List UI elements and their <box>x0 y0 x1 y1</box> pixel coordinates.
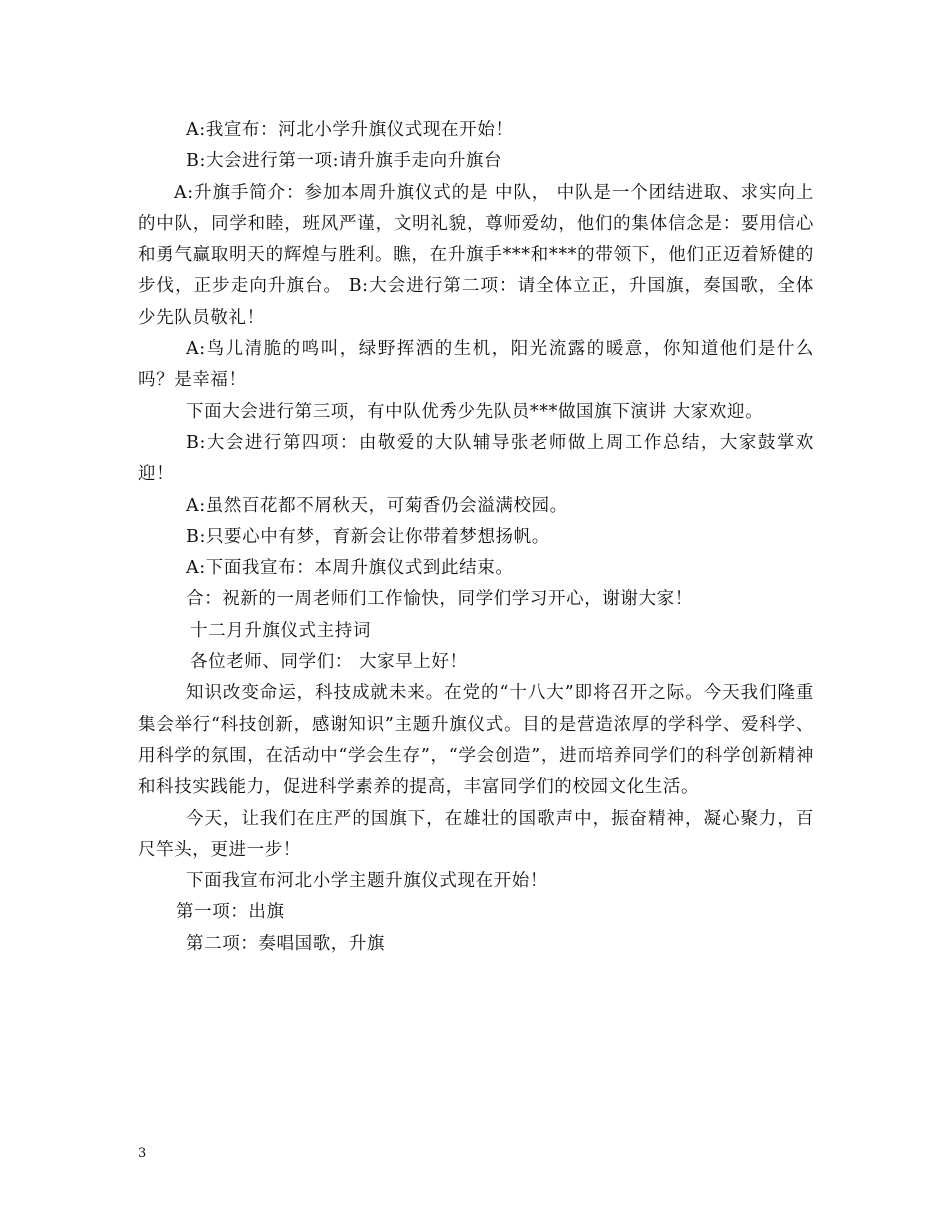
paragraph-step-one: 第一项：出旗 <box>176 902 285 923</box>
paragraph-happiness: A:鸟儿清脆的鸣叫，绿野挥洒的生机，阳光流露的暖意，你知道他们是什么吗？是幸福！ <box>138 339 814 391</box>
paragraph-announce-end: A:下面我宣布：本周升旗仪式到此结束。 <box>186 558 514 579</box>
paragraph-step-two: 第二项：奏唱国歌，升旗 <box>186 933 386 954</box>
paragraph-greeting: 各位老师、同学们： 大家早上好！ <box>190 652 468 673</box>
paragraph-item-one: B:大会进行第一项:请升旗手走向升旗台 <box>186 151 503 172</box>
section-heading: 十二月升旗仪式主持词 <box>190 620 371 641</box>
paragraph-announce-theme: 下面我宣布河北小学主题升旗仪式现在开始！ <box>186 871 548 892</box>
paragraph-item-three: 下面大会进行第三项，有中队优秀少先队员***做国旗下演讲 大家欢迎。 <box>186 401 764 422</box>
paragraph-chrysanthemum: A:虽然百花都不屑秋天，可菊香仍会溢满校园。 <box>186 495 568 516</box>
paragraph-flag-bearer-intro: A:升旗手简介：参加本周升旗仪式的是 中队， 中队是一个团结进取、求实向上的中队，同学和睦，班风严谨，文明礼貌，尊师爱幼，他们的集体信念是：要用信心和勇气赢取明天的辉煌与胜利。瞧，在升旗手***和***的带领下，他们正迈着矫健的步伐，正步走向升旗台。 B:大会进行第二项：请全体立正，升国旗，奏国歌，全体少先队员敬礼！ <box>138 182 814 328</box>
paragraph-item-four: B:大会进行第四项：由敬爱的大队辅导张老师做上周工作总结，大家鼓掌欢迎！ <box>138 432 814 485</box>
page-number: 3 <box>138 1146 147 1161</box>
paragraph-announce-start: A:我宣布：河北小学升旗仪式现在开始！ <box>186 120 514 140</box>
paragraph-today: 今天，让我们在庄严的国旗下，在雄壮的国歌声中，振奋精神，凝心聚力，百尺竿头，更进一步！ <box>138 808 814 860</box>
paragraph-dream: B:只要心中有梦，育新会让你带着梦想扬帆。 <box>186 526 550 547</box>
paragraph-together: 合：祝新的一周老师们工作愉快，同学们学习开心，谢谢大家！ <box>186 589 693 610</box>
paragraph-knowledge: 知识改变命运，科技成就未来。在党的“十八大”即将召开之际。今天我们隆重集会举行“科技创新，感谢知识”主题升旗仪式。目的是营造浓厚的学科学、爱科学、用科学的氛围，在活动中“学会生存”，“学会创造”，进而培养同学们的科学创新精神和科技实践能力，促进科学素养的提高，丰富同学们的校园文化生活。 <box>138 683 814 798</box>
document-body <box>138 115 814 960</box>
